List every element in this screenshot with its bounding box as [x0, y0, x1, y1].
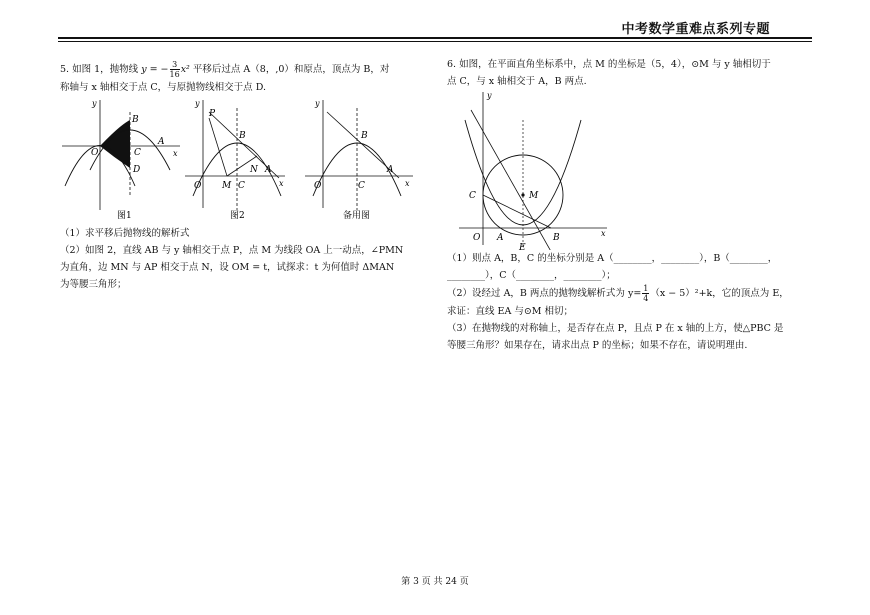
q6-sub-2-text-b: （x − 5）²+k，它的顶点为 E， — [650, 288, 789, 299]
q6-sub-2-line-1 — [447, 284, 822, 303]
fig3-label-o: O — [314, 181, 322, 191]
q5-frac-den: 16 — [169, 70, 180, 79]
fig1-caption: 图1 — [117, 211, 132, 221]
q6-label-a: A — [497, 233, 504, 243]
q5-sub-2-line-3: 为等腰三角形； — [60, 279, 127, 290]
q6-label-b: B — [553, 233, 560, 243]
q6-sub-3-line-2: 等腰三角形？如果存在，请求出点 P 的坐标；如果不存在，请说明理由. — [447, 340, 748, 351]
q6-label-c: C — [469, 191, 476, 201]
q5-frac-num: 3 — [170, 60, 180, 70]
q6-label-e: E — [519, 243, 526, 250]
header-title: 中考数学重难点系列专题 — [621, 22, 770, 37]
fig1-label-x: x — [173, 149, 178, 158]
question-5 — [60, 60, 430, 293]
fig1-label-a: A — [158, 137, 165, 147]
header-rule-thick — [58, 37, 812, 39]
page-footer: 第 3 页 共 24 页 — [401, 577, 469, 587]
fig2-label-c: C — [238, 181, 245, 191]
fig2-caption: 图2 — [230, 211, 245, 221]
q5-fraction — [170, 60, 180, 79]
q6-label-y: y — [487, 91, 492, 100]
fig2-label-o: O — [194, 181, 202, 191]
q6-figure — [457, 90, 617, 250]
q5-sub-1: （1）求平移后抛物线的解析式 — [60, 228, 190, 239]
fig2-label-m: M — [222, 181, 232, 191]
q5-text-1b: 平移后过点 A（8，,0）和原点，顶点为 B，对 — [192, 64, 390, 75]
q5-sub-2-line-2: 为直角，边 MN 与 AP 相交于点 N，设 OM = t，试探求：t 为何值时 ΔMAN — [60, 262, 395, 273]
figure-2 — [185, 100, 285, 221]
fig3-label-y: y — [315, 100, 320, 108]
q6-label-o: O — [473, 233, 481, 243]
q6-line-1: 6. 如图，在平面直角坐标系中，点 M 的坐标是（5，4），⊙M 与 y 轴相切于 — [447, 59, 771, 70]
fig2-label-y: y — [195, 100, 200, 108]
q6-sub-3-line-1: （3）在抛物线的对称轴上，是否存在点 P，且点 P 在 x 轴的上方，使△PBC 是 — [447, 323, 784, 334]
fig2-label-p: P — [209, 109, 216, 119]
fig1-label-c: C — [134, 148, 141, 158]
q6-line-cb — [483, 195, 551, 228]
q5-equation-var: x² — [180, 64, 190, 75]
q6-sub-2-text-a: （2）设经过 A，B 两点的抛物线解析式为 y= — [447, 288, 642, 299]
fig1-label-b: B — [132, 115, 139, 125]
q5-line-1 — [60, 60, 430, 79]
fig3-caption: 备用图 — [343, 211, 371, 221]
fig1-label-y: y — [92, 100, 97, 108]
q6-line-2: 点 C，与 x 轴相交于 A，B 两点. — [447, 76, 587, 87]
fig1-label-o: O — [91, 148, 99, 158]
q6-label-m: M — [529, 191, 539, 201]
fig1-shaded-region — [100, 120, 130, 168]
fig2-label-n: N — [250, 165, 258, 175]
q5-line-2: 称轴与 x 轴相交于点 C，与原抛物线相交于点 D. — [60, 82, 267, 93]
q6-label-x: x — [601, 229, 606, 238]
q5-figures — [60, 100, 430, 225]
figure-1 — [62, 100, 180, 221]
fig1-label-d: D — [133, 165, 141, 175]
fig3-label-b: B — [361, 131, 368, 141]
q5-text-1a: 5. 如图 1，抛物线 — [60, 64, 139, 75]
fig2-label-a: A — [265, 165, 272, 175]
q6-frac-den: 4 — [643, 294, 649, 303]
q6-sub-1-line-1: （1）则点 A，B，C 的坐标分别是 A（________，________），B（________， — [447, 253, 778, 264]
fig2-label-b: B — [239, 131, 246, 141]
figure-backup — [305, 100, 413, 221]
q5-sub-2-line-1: （2）如图 2，直线 AB 与 y 轴相交于点 P，点 M 为线段 OA 上一动点，∠PMN — [60, 245, 404, 256]
fig2-label-x: x — [279, 179, 284, 188]
q5-equation-lhs: y = − — [141, 64, 169, 75]
q6-fraction — [642, 284, 649, 303]
q6-sub-1-line-2: ________），C（________，________）； — [447, 270, 616, 281]
q6-point-m — [521, 193, 524, 196]
fig3-label-x: x — [405, 179, 410, 188]
q6-sub-2-line-2: 求证：直线 EA 与⊙M 相切； — [447, 306, 574, 317]
fig3-label-a: A — [387, 165, 394, 175]
q6-frac-num: 1 — [643, 284, 649, 293]
question-6 — [447, 56, 822, 354]
fig3-label-c: C — [358, 181, 365, 191]
header-rule-thin — [58, 41, 812, 42]
